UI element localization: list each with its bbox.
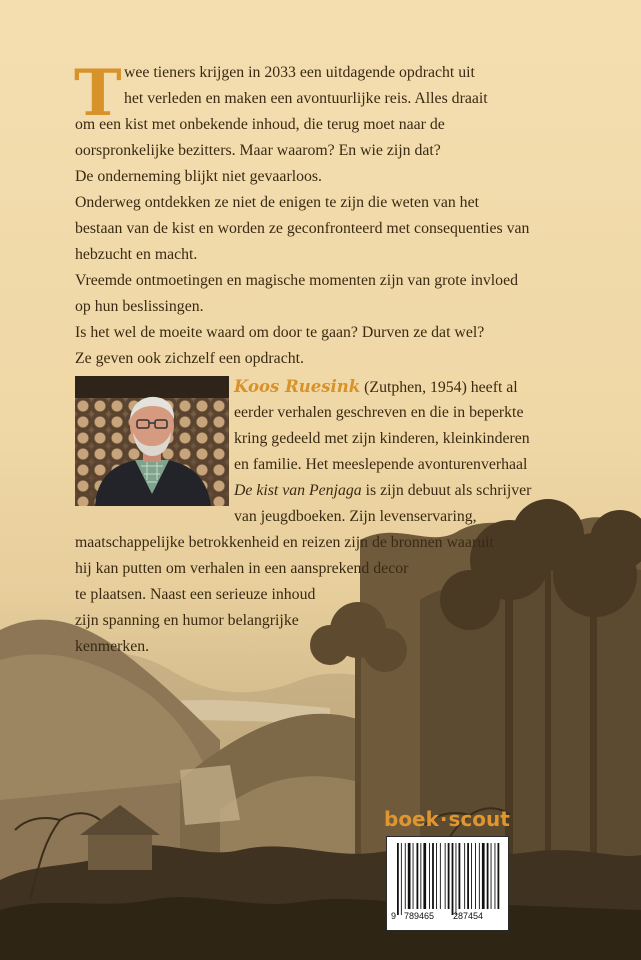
isbn-barcode [386,836,509,931]
bio-line: van jeugdboeken. Zijn levenservaring, [234,508,477,525]
barcode-group-right: 287454 [453,911,484,921]
blurb-line: Vreemde ontmoetingen en magische momenten zijn van grote invloed [75,272,518,289]
blurb-line: op hun beslissingen. [75,298,204,315]
barcode-bar [491,843,492,909]
blurb-line: het verleden en maken een avontuurlijke reis. Alles draait [124,90,488,107]
barcode-bar [459,843,461,909]
author-photo [75,376,229,506]
barcode-bar [401,843,402,915]
bio-line: eerder verhalen geschreven en die in beperkte [234,404,524,421]
barcode-bar [436,843,437,909]
barcode-bar [482,843,485,909]
publisher-name-part-1: boek [384,807,439,831]
drop-cap: T [74,56,122,131]
barcode-bar [429,843,430,909]
blurb-line: Is het wel de moeite waard om door te gaan? Durven ze dat wel? [75,324,485,341]
barcode-bar [445,843,446,909]
blurb-line: hebzucht en macht. [75,246,198,263]
barcode-bar [495,843,496,909]
book-title: De kist van Penjaga [234,482,362,499]
barcode-bar [417,843,419,909]
publisher-logo [384,807,510,831]
barcode-bar [440,843,441,909]
blurb-line: Onderweg ontdekken ze niet de enigen te zijn die weten van het [75,194,479,211]
blurb-line: oorspronkelijke bezitters. Maar waarom? En wie zijn dat? [75,142,441,159]
bio-text: is zijn debuut als schrijver [361,482,532,499]
barcode-bar [423,843,426,909]
barcode-bar [405,843,406,909]
bio-line [234,478,531,504]
barcode-bar [487,843,489,909]
barcode-bar [432,843,434,909]
blurb-line: bestaan van de kist en worden ze geconfronteerd met consequenties van [75,220,530,237]
bio-line: zijn spanning en humor belangrijke [75,612,299,629]
barcode-bar [467,843,469,909]
author-name: Koos Ruesink [234,377,361,396]
barcode-bar [452,843,454,915]
barcode-digit-first: 9 [391,911,397,921]
barcode-bar [471,843,472,909]
barcode-bar [413,843,414,909]
back-cover-blurb [74,56,600,372]
blurb-line: De onderneming blijkt niet gevaarloos. [75,168,322,185]
barcode-bar [408,843,411,909]
blurb-line: Ze geven ook zichzelf een opdracht. [75,350,304,367]
bio-line: en familie. Het meeslepende avonturenverhaal [234,456,528,473]
barcode-bar [397,843,399,915]
publisher-name-part-2: scout [448,807,510,831]
bio-line: kring gedeeld met zijn kinderen, kleinkinderen [234,430,530,447]
barcode-bar [456,843,457,915]
barcode-bar [448,843,450,909]
blurb-line: wee tieners krijgen in 2033 een uitdagende opdracht uit [124,64,475,81]
barcode-bar [420,843,421,909]
blurb-line: om een kist met onbekende inhoud, die terug moet naar de [75,116,445,133]
bio-line [234,374,518,401]
barcode-bar [464,843,465,909]
bio-text: (Zutphen, 1954) heeft al [360,379,518,396]
publisher-separator: · [439,807,448,831]
bio-line: kenmerken. [75,638,150,655]
barcode-bar [479,843,480,909]
barcode-bar [498,843,500,909]
bio-line: hij kan putten om verhalen in een aansprekend decor [75,560,409,577]
author-portrait-icon [75,376,229,506]
bio-line: maatschappelijke betrokkenheid en reizen zijn de bronnen waaruit [75,534,494,551]
bio-line: te plaatsen. Naast een serieuze inhoud [75,586,316,603]
barcode-group-left: 789465 [404,911,435,921]
barcode-bar [475,843,476,909]
